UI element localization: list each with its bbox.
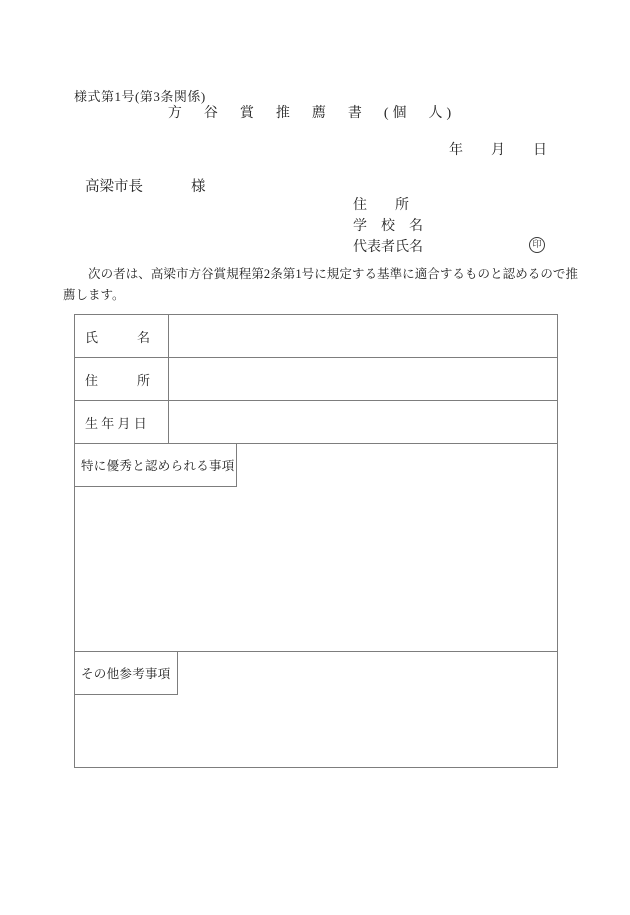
table-row-excellence	[75, 444, 557, 652]
addressee-honorific: 様	[191, 179, 206, 195]
table-value-birthdate	[169, 401, 557, 443]
document-title: 方 谷 賞 推 薦 書 (個 人)	[167, 106, 456, 121]
table-row-birthdate	[75, 401, 557, 444]
table-label-address: 住 所	[75, 358, 169, 400]
table-value-name	[169, 315, 557, 357]
body-paragraph: 次の者は、高梁市方谷賞規程第2条第1号に規定する基準に適合するものと認めるので推薦します。	[63, 267, 578, 302]
table-label-other-notes: その他参考事項	[75, 652, 178, 695]
form-number: 様式第1号(第3条関係)	[74, 89, 206, 104]
table-value-address	[169, 358, 557, 400]
recommendation-table	[74, 314, 558, 768]
table-label-name: 氏 名	[75, 315, 169, 357]
table-row-name	[75, 315, 557, 358]
table-row-address	[75, 358, 557, 401]
addressee: 高梁市長	[85, 179, 143, 195]
sender-school-label: 学 校 名	[353, 219, 423, 234]
addressee-row	[85, 175, 206, 196]
seal-mark-icon: 印	[529, 237, 545, 253]
date-line: 年 月 日	[449, 143, 547, 158]
table-label-excellence: 特に優秀と認められる事項	[75, 444, 237, 487]
sender-block	[353, 195, 557, 258]
table-label-birthdate: 生 年 月 日	[75, 401, 169, 443]
sender-address-label: 住 所	[353, 198, 409, 213]
sender-representative-label: 代表者氏名	[353, 240, 423, 255]
sender-representative-row	[353, 237, 557, 258]
table-row-other-notes	[75, 652, 557, 767]
